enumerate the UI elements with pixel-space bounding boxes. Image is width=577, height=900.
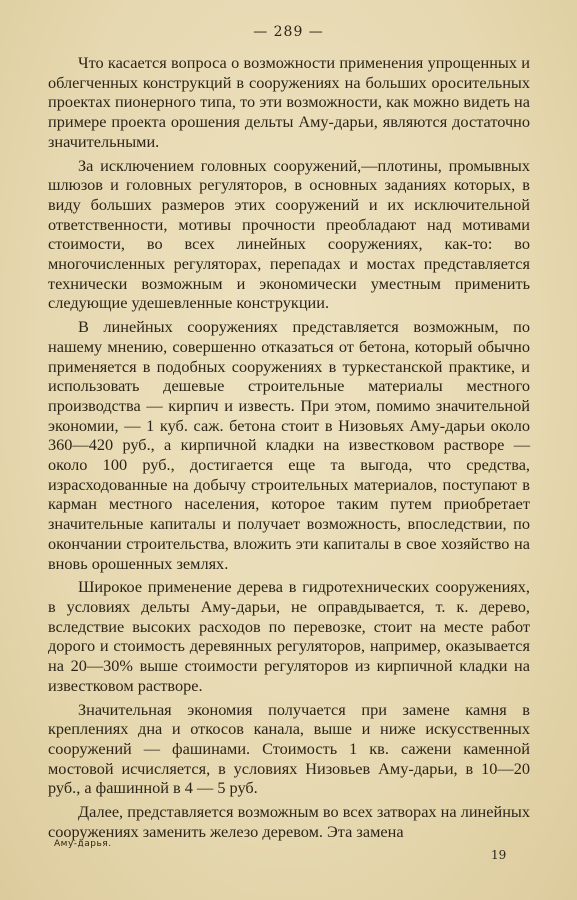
page-number: — 289 — xyxy=(253,24,324,40)
paragraph: Широкое применение дерева в гидротехнических сооружениях, в условиях дельты Аму-дарьи, не оправдывается, т. к. дерево, вследствие высоких расходов по перевозке, стоит на месте работ дорого и стоимость деревянных регуляторов, например, оказывается на 20—30% выше стоимости регуляторов из кирпичной кладки на известковом растворе. xyxy=(48,577,530,695)
paragraph: В линейных сооружениях представляется возможным, по нашему мнению, совершенно отказаться от бетона, который обычно применяется в подобных сооружениях в туркестанской практике, и использовать дешевые строительные материалы местного производства — кирпич и известь. При этом, помимо значительной экономии, — 1 куб. саж. бетона стоит в Низовьях Аму-дарьи около 360—420 руб., а кирпичной кладки на известковом растворе — около 100 руб., достигается еще та выгода, что средства, израсходованные на добычу строительных материалов, поступают в карман местного населения, которое таким путем приобретает значительные капиталы и получает возможность, впоследствии, по окончании строительства, вложить эти капиталы в свое хозяйство на вновь орошенных землях. xyxy=(48,317,530,573)
paragraph: За исключением головных сооружений,—плотины, промывных шлюзов и головных регуляторов, в основных заданиях которых, в виду больших размеров этих сооружений и их исключительной ответственности, мотивы прочности преобладают над мотивами стоимости, во всех линейных сооружениях, как-то: во многочисленных регуляторах, перепадах и мостах представляется технически возможным и экономически уместным применить следующие удешевленные конструкции. xyxy=(48,155,530,313)
paragraph: Далее, представляется возможным во всех затворах на линейных сооружениях заменить железо деревом. Эта замена xyxy=(48,802,530,841)
body-text xyxy=(48,53,530,845)
footer-signature: Аму-дарья. xyxy=(54,839,112,849)
paragraph: Значительная экономия получается при замене камня в креплениях дна и откосов канала, выше и ниже искусственных сооружений — фашинами. Стоимость 1 кв. сажени каменной мостовой исчисляется, в условиях Низовьев Аму-дарьи, в 10—20 руб., а фашинной в 4 — 5 руб. xyxy=(48,699,530,798)
sheet-number: 19 xyxy=(491,848,507,862)
paragraph: Что касается вопроса о возможности применения упрощенных и облегченных конструкций в сооружениях на больших оросительных проектах пионерного типа, то эти возможности, как можно видеть на примере проекта орошения дельты Аму-дарьи, являются достаточно значительными. xyxy=(48,53,530,151)
